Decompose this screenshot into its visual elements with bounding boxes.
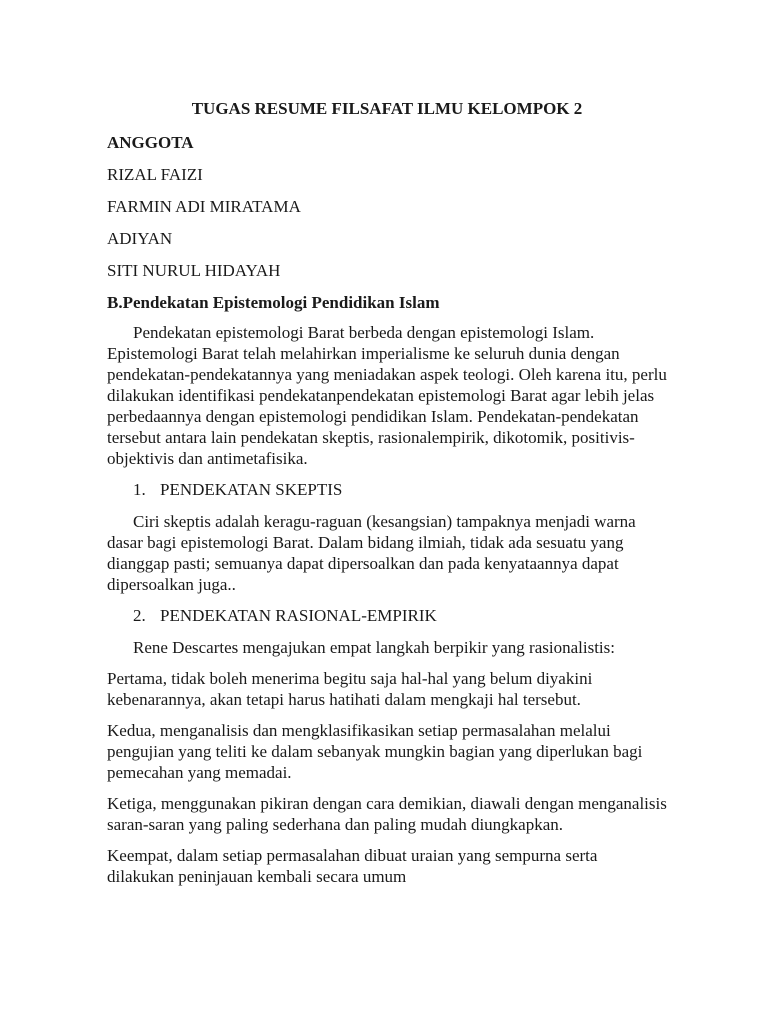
- step-paragraph: Keempat, dalam setiap permasalahan dibuat uraian yang sempurna serta dilakukan peninjauan kembali secara umum: [107, 846, 598, 886]
- document-page: [107, 98, 667, 897]
- member-name: FARMIN ADI MIRATAMA: [107, 197, 301, 216]
- list-number: 2.: [133, 606, 146, 625]
- document-title: TUGAS RESUME FILSAFAT ILMU KELOMPOK 2: [191, 99, 583, 118]
- list-item-skeptis: [107, 479, 667, 501]
- list-label: PENDEKATAN SKEPTIS: [160, 480, 343, 499]
- list-number: 1.: [133, 480, 146, 499]
- step-paragraph: Pertama, tidak boleh menerima begitu saja hal-hal yang belum diyakini kebenarannya, akan tetapi harus hatihati dalam mengkaji hal tersebut.: [107, 669, 593, 709]
- member-name: SITI NURUL HIDAYAH: [107, 261, 281, 280]
- members-heading: ANGGOTA: [107, 133, 194, 152]
- list-item-rasional-empirik: [107, 605, 667, 627]
- step-paragraph: Ketiga, menggunakan pikiran dengan cara demikian, diawali dengan menganalisis saran-saran yang paling sederhana dan paling mudah diungkapkan.: [107, 794, 667, 834]
- skeptis-paragraph: Ciri skeptis adalah keragu-raguan (kesangsian) tampaknya menjadi warna dasar bagi epistemologi Barat. Dalam bidang ilmiah, tidak ada sesuatu yang dianggap pasti; semuanya dapat dipersoalkan dan pada kenyataannya dapat dipersoalkan juga..: [107, 512, 636, 594]
- rasional-empirik-paragraph: Rene Descartes mengajukan empat langkah berpikir yang rasionalistis:: [133, 638, 615, 657]
- step-paragraph: Kedua, menganalisis dan mengklasifikasikan setiap permasalahan melalui pengujian yang teliti ke dalam sebanyak mungkin bagian yang diperlukan bagi pemecahan yang memadai.: [107, 721, 643, 782]
- member-name: ADIYAN: [107, 229, 173, 248]
- list-label: PENDEKATAN RASIONAL-EMPIRIK: [160, 606, 437, 625]
- section-heading: B.Pendekatan Epistemologi Pendidikan Islam: [107, 293, 440, 312]
- member-name: RIZAL FAIZI: [107, 165, 203, 184]
- intro-paragraph: Pendekatan epistemologi Barat berbeda dengan epistemologi Islam. Epistemologi Barat telah melahirkan imperialisme ke seluruh dunia dengan pendekatan-pendekatannya yang meniadakan aspek teologi. Oleh karena itu, perlu dilakukan identifikasi pendekatanpendekatan epistemologi Barat agar lebih jelas perbedaannya dengan epistemologi pendidikan Islam. Pendekatan-pendekatan tersebut antara lain pendekatan skeptis, rasionalempirik, dikotomik, positivis-objektivis dan antimetafisika.: [107, 323, 667, 468]
